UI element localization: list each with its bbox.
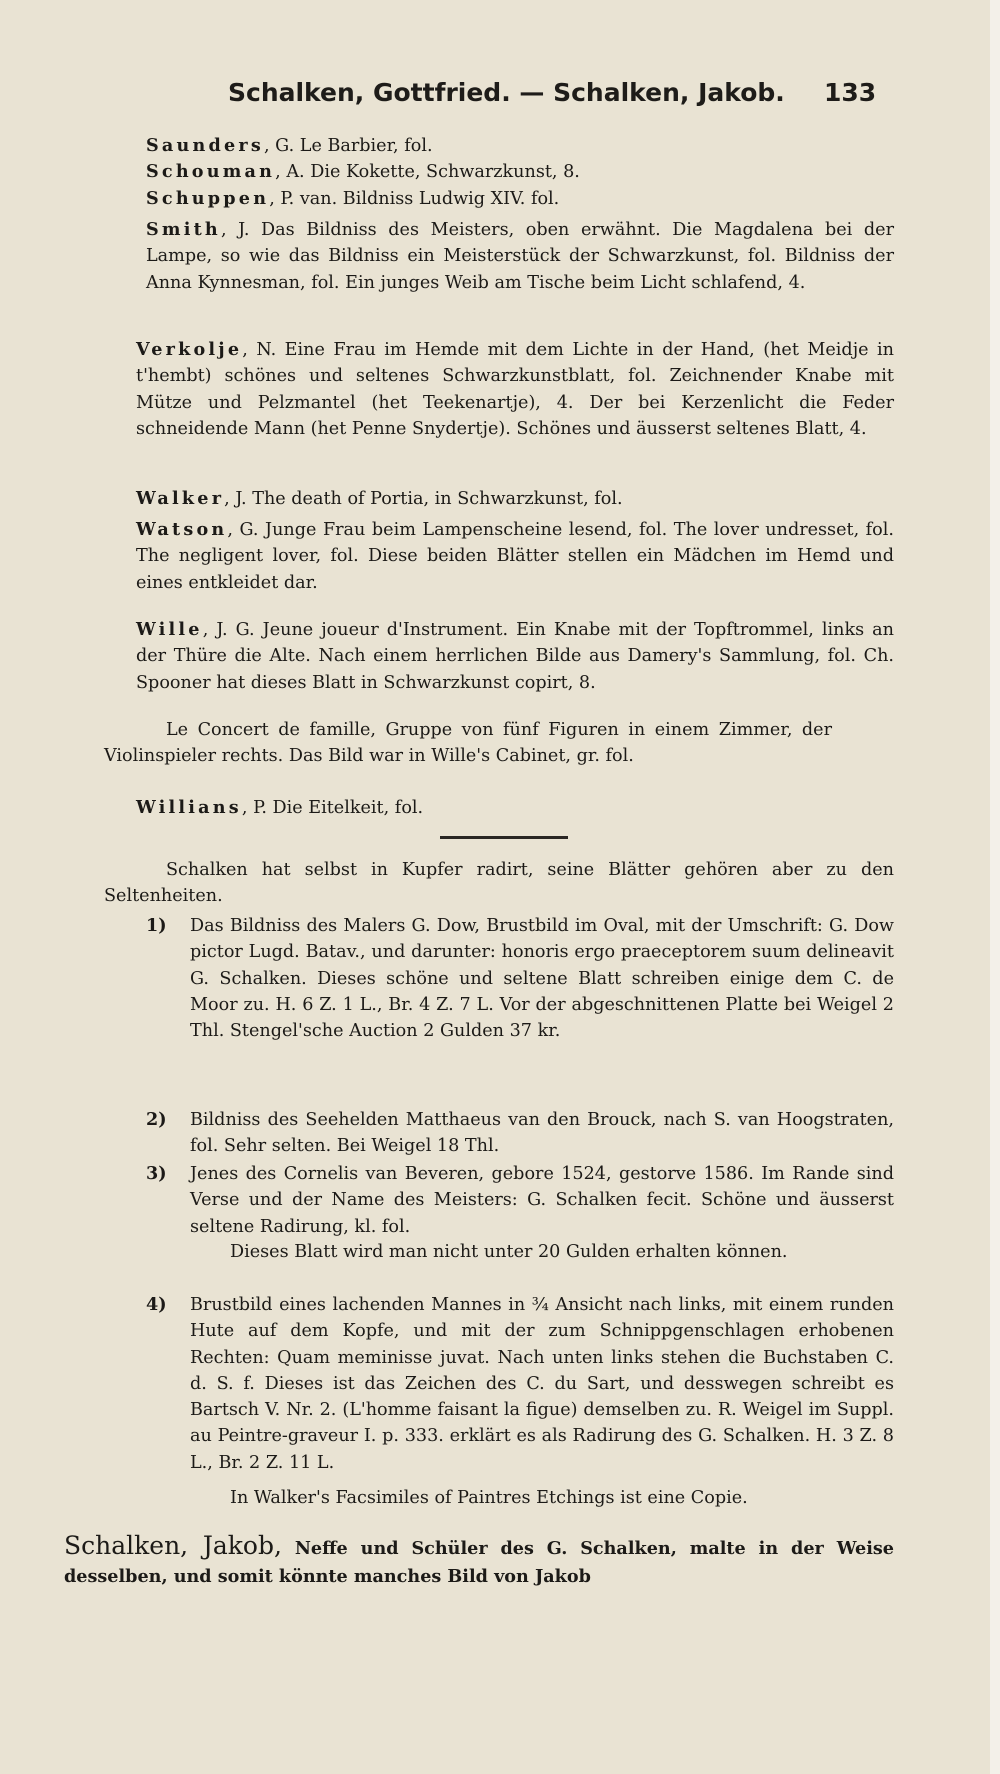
entry-text: , N. Eine Frau im Hemde mit dem Lichte in der Hand, (het Meidje in t'hembt) schönes und seltenes Schwarzkunstblatt, fol. Zeichnender Knabe mit Mütze und Pelzmantel (het Teekenartje), 4. Der bei Kerzenlicht die Feder schneidende Mann (het Penne Snydertje). Schönes und äusserst seltenes Blatt, 4. <box>136 340 894 439</box>
entry-text: , G. Junge Frau beim Lampenscheine lesend, fol. The lover undresset, fol. The negligent lover, fol. Diese beiden Blätter stellen ein Mädchen im Hemd und eines entkleidet dar. <box>136 520 894 593</box>
entry-name: Schuppen <box>146 188 270 209</box>
item-number: 4) <box>146 1294 167 1315</box>
page-header <box>0 78 1000 118</box>
entry-name: Wille <box>136 619 203 640</box>
entry-text: , P. van. Bildniss Ludwig XIV. fol. <box>269 189 560 209</box>
entry-text: , A. Die Kokette, Schwarzkunst, 8. <box>275 162 580 182</box>
entry-wille-continued <box>104 717 832 770</box>
entry-text: , P. Die Eitelkeit, fol. <box>241 798 424 818</box>
entry-name: Smith <box>146 219 221 240</box>
entry-wille <box>136 617 894 696</box>
entry-name: Walker <box>136 488 225 509</box>
item-number: 3) <box>146 1163 167 1184</box>
entry-name: Verkolje <box>136 339 243 360</box>
entry-text: Le Concert de famille, Gruppe von fünf Figuren in einem Zimmer, der Violinspieler rechts. Das Bild war in Wille's Cabinet, gr. fol. <box>104 720 832 767</box>
section-name: Schalken, Jakob, <box>64 1531 282 1560</box>
item-text: Brustbild eines lachenden Mannes in ¾ Ansicht nach links, mit einem runden Hute auf dem Kopfe, und mit der zum Schnippgenschlagen erhobenen Rechten: Quam meminisse juvat. Nach unten links stehen die Buchstaben C. d. S. f. Dieses ist das Zeichen des C. du Sart, und desswegen schreibt es Bartsch V. Nr. 2. (L'homme faisant la figue) demselben zu. R. Weigel im Suppl. au Peintre-graveur I. p. 333. erklärt es als Radirung des G. Schalken. H. 3 Z. 8 L., Br. 2 Z. 11 L. <box>190 1295 894 1473</box>
etching-item-4-note <box>190 1485 894 1511</box>
item-text: Jenes des Cornelis van Beveren, gebore 1524, gestorve 1586. Im Rande sind Verse und der Name des Meisters: G. Schalken fecit. Schöne und äusserst seltene Radirung, kl. fol. <box>190 1164 894 1237</box>
entry-text: , J. Das Bildniss des Meisters, oben erwähnt. Die Magdalena bei der Lampe, so wie das Bildniss ein Meisterstück der Schwarzkunst, fol. Bildniss der Anna Kynnesman, fol. Ein junges Weib am Tische beim Licht schlafend, 4. <box>146 220 894 293</box>
entry-willians <box>136 795 894 821</box>
section-divider <box>440 836 568 839</box>
item-number: 1) <box>146 915 167 936</box>
entry-schouman <box>146 159 866 185</box>
item-number: 2) <box>146 1109 167 1130</box>
etching-item-3-note <box>190 1239 894 1265</box>
entry-schuppen <box>146 186 866 212</box>
entry-text: , G. Le Barbier, fol. <box>263 136 433 156</box>
etching-item-2 <box>190 1107 894 1160</box>
etching-item-3 <box>190 1161 894 1240</box>
running-title: Schalken, Gottfried. — Schalken, Jakob. <box>228 78 785 107</box>
entry-name: Watson <box>136 519 228 540</box>
entry-text: , J. The death of Portia, in Schwarzkunst, fol. <box>224 489 623 509</box>
entry-name: Saunders <box>146 135 264 156</box>
item-text: Bildniss des Seehelden Matthaeus van den Brouck, nach S. van Hoogstraten, fol. Sehr selten. Bei Weigel 18 Thl. <box>190 1110 894 1157</box>
etching-item-1 <box>190 913 894 1044</box>
etchings-intro <box>104 857 894 910</box>
entry-saunders <box>146 133 866 159</box>
entry-schalken-jakob <box>64 1532 894 1591</box>
entry-walker <box>136 486 894 512</box>
entry-name: Schouman <box>146 161 276 182</box>
item-text: Dieses Blatt wird man nicht unter 20 Gulden erhalten können. <box>230 1242 788 1262</box>
page-number: 133 <box>824 78 877 107</box>
entry-text: , J. G. Jeune joueur d'Instrument. Ein Knabe mit der Topftrommel, links an der Thüre die Alte. Nach einem herrlichen Bilde aus Damery's Sammlung, fol. Ch. Spooner hat dieses Blatt in Schwarzkunst copirt, 8. <box>136 620 894 693</box>
entry-watson <box>136 517 894 596</box>
entry-name: Willians <box>136 797 242 818</box>
etching-item-4 <box>190 1292 894 1476</box>
entry-smith <box>146 217 894 296</box>
item-text: Das Bildniss des Malers G. Dow, Brustbild im Oval, mit der Umschrift: G. Dow pictor Lugd. Batav., und darunter: honoris ergo praeceptorem suum delineavit G. Schalken. Dieses schöne und seltene Blatt schreiben einige dem C. de Moor zu. H. 6 Z. 1 L., Br. 4 Z. 7 L. Vor der abgeschnittenen Platte bei Weigel 2 Thl. Stengel'sche Auction 2 Gulden 37 kr. <box>190 916 894 1042</box>
section-text: Neffe und Schüler des G. Schalken, malte in der Weise desselben, und somit könnte manches Bild von Jakob <box>64 1538 894 1587</box>
entry-verkolje <box>136 337 894 442</box>
item-text: In Walker's Facsimiles of Paintres Etchings ist eine Copie. <box>230 1488 748 1508</box>
intro-text: Schalken hat selbst in Kupfer radirt, seine Blätter gehören aber zu den Seltenheiten. <box>104 860 894 907</box>
